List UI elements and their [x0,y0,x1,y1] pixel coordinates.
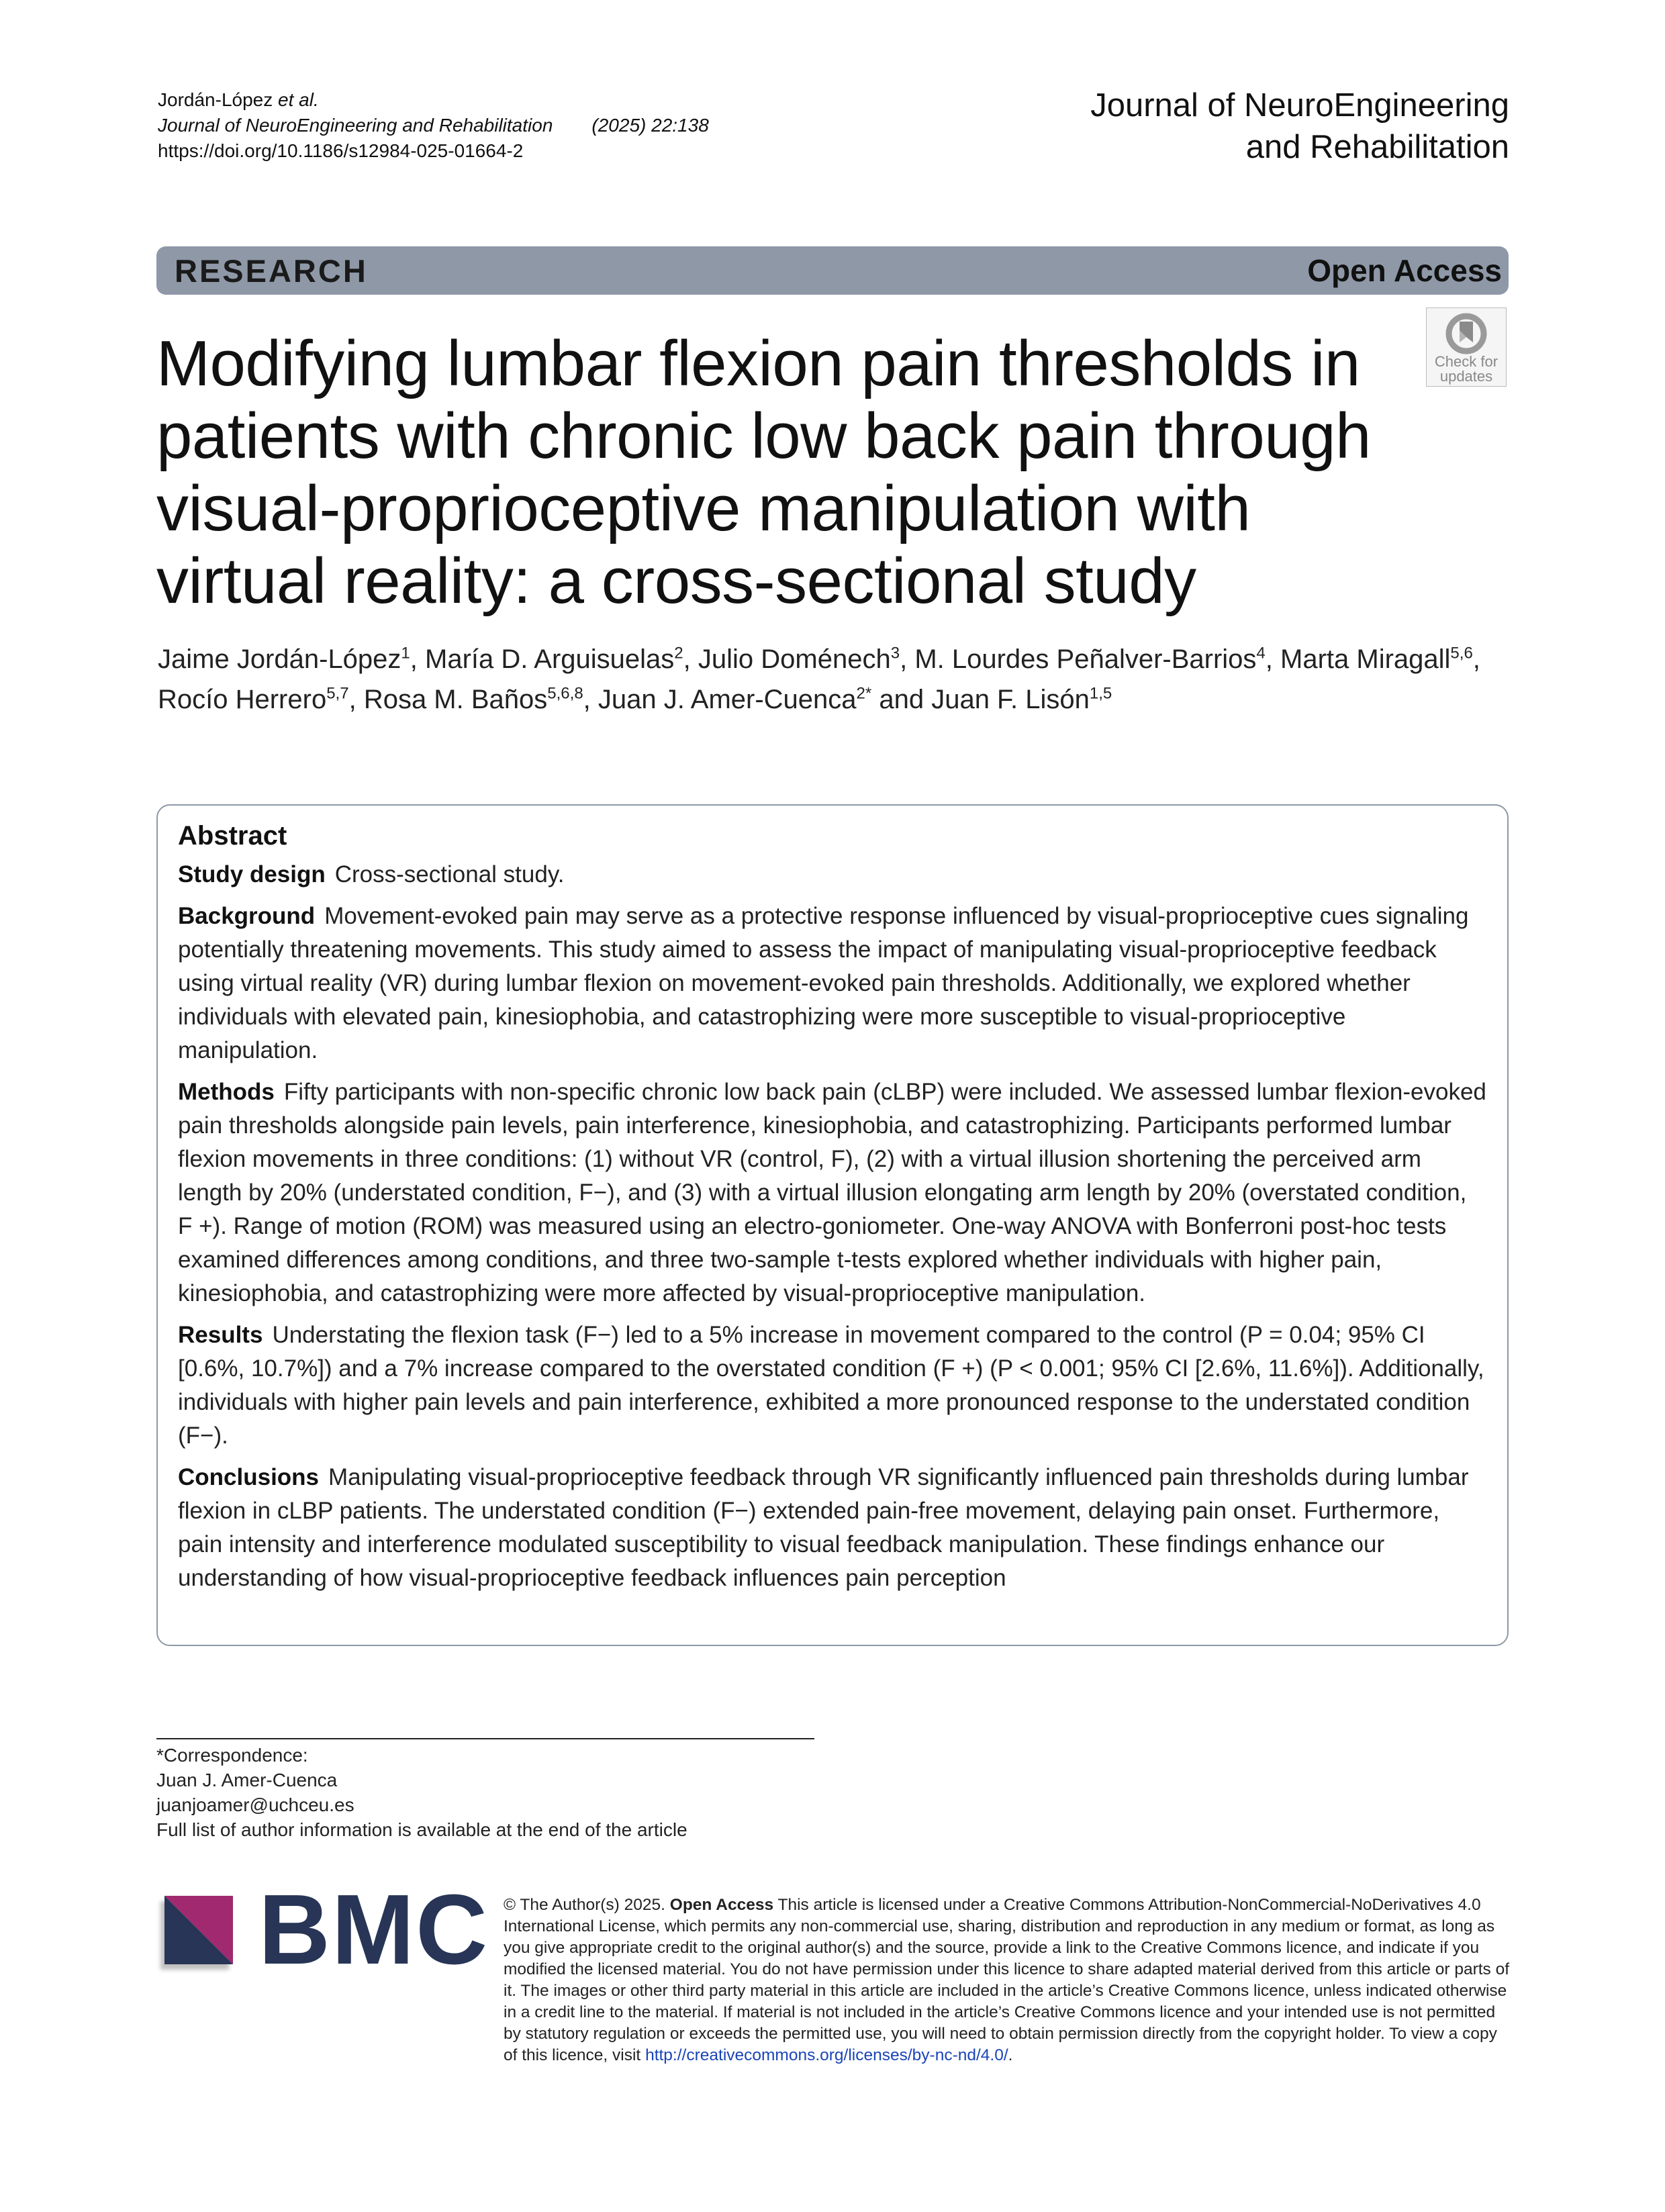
correspondence-name: Juan J. Amer-Cuenca [156,1770,338,1790]
section-text: Fifty participants with non-specific chronic low back pain (cLBP) were included. We assessed lumbar flexion-evoked pain thresholds alongside pain levels, pain interference, kinesiophobia, and catastrophizing. Participants performed lumbar flexion movements in three conditions: (1) without VR (control, F), (2) with a virtual illusion shortening the perceived arm length by 20% (understated condition, F−), and (3) with a virtual illusion elongating arm length by 20% (overstated condition, F +). Range of motion (ROM) was measured using an electro-goniometer. One-way ANOVA with Bonferroni post-hoc tests examined differences among conditions, and three two-sample t-tests explored whether individuals with higher pain, kinesiophobia, and catastrophizing were more affected by visual-proprioceptive manipulation. [178,1079,1486,1306]
abstract-results [178,1318,1487,1453]
abstract-background [178,900,1487,1067]
citation-row [158,113,709,138]
running-head-authors [158,87,709,113]
license-open-access: Open Access [669,1896,774,1914]
section-head: Conclusions [178,1464,320,1490]
journal-brand [1090,85,1509,168]
author[interactable]: Juan F. Lisón$^{1,5}$ [931,684,1112,714]
article-title: Modifying lumbar flexion pain thresholds in patients with chronic low back pain through visual-proprioceptive manipulation with virtual reality: a cross-sectional study [156,328,1371,617]
section-text: Manipulating visual-proprioceptive feedback through VR significantly influenced pain thresholds during lumbar flexion in cLBP patients. The understated condition (F−) extended pain-free movement, delaying pain onset. Furthermore, pain intensity and interference modulated susceptibility to visual feedback manipulation. These findings enhance our understanding of how visual-proprioceptive feedback influences pain perception [178,1464,1469,1591]
section-head: Study design [178,861,326,887]
et-al: et al. [278,89,319,110]
bookmark-ring-icon [1445,313,1487,354]
author-info-note: Full list of author information is available at the end of the article [156,1819,687,1840]
author[interactable]: Rosa M. Baños$^{5,6,8}$ [363,684,583,714]
article-type-banner [156,246,1509,295]
correspondence-block [156,1743,687,1842]
section-head: Background [178,903,316,929]
author[interactable]: Jaime Jordán-López$^1$ [158,644,410,674]
abstract-study-design [178,858,1487,892]
volume-info: (2025) 22:138 [591,115,709,136]
section-text: Understating the flexion task (F−) led to a 5% increase in movement compared to the control (P = 0.04; 95% CI [0.6%, 10.7%]) and a 7% increase compared to the overstated condition (F +) (P < 0.001; 95% CI [2.6%, 11.6%]). Additionally, individuals with higher pain levels and pain interference, exhibited a more pronounced response to the understated condition (F−). [178,1322,1484,1449]
journal-brand-line2: and Rehabilitation [1245,129,1509,165]
section-head: Methods [178,1079,275,1105]
author[interactable]: Rocío Herrero$^{5,7}$ [158,684,349,714]
short-author: Jordán-López [158,89,273,110]
section-text: Cross-sectional study. [334,861,565,887]
correspondence-label: *Correspondence: [156,1745,308,1766]
section-text: Movement-evoked pain may serve as a protective response influenced by visual-proprioceptive cues signaling potentially threatening movements. This study aimed to assess the impact of manipulating visual-proprioceptive feedback using virtual reality (VR) during lumbar flexion on movement-evoked pain thresholds. Additionally, we explored whether individuals with elevated pain, kinesiophobia, and catastrophizing were more susceptible to visual-proprioceptive manipulation. [178,903,1469,1063]
bmc-logo [164,1874,489,1985]
open-access-label: Open Access [1307,253,1502,288]
correspondence-email[interactable]: juanjoamer@uchceu.es [156,1794,354,1815]
author-list: Jaime Jordán-López$^1$, María D. Arguisuelas$^2$, Julio Doménech$^3$, M. Lourdes Peñalver-Barrios$^4$, Marta Miragall$^{5,6}$, Rocío Herrero$^{5,7}$, Rosa M. Baños$^{5,6,8}$, Juan J. Amer-Cuenca$^{2*}$ and Juan F. Lisón$^{1,5}$ [158,644,1480,714]
running-head [158,87,709,164]
abstract-heading: Abstract [178,821,287,851]
abstract-conclusions [178,1461,1487,1595]
copyright: © The Author(s) 2025. [504,1896,665,1914]
check-updates-line1: Check for [1434,353,1498,370]
author[interactable]: M. Lourdes Peñalver-Barrios$^4$ [914,644,1266,674]
journal-brand-line1: Journal of NeuroEngineering [1090,87,1509,124]
author[interactable]: Julio Doménech$^3$ [698,644,900,674]
footnote-divider [156,1738,814,1739]
article-type-label: RESEARCH [175,252,368,289]
bmc-square-icon [164,1896,233,1964]
abstract-methods [178,1075,1487,1310]
doi-link[interactable]: https://doi.org/10.1186/s12984-025-01664-2 [158,140,524,161]
section-head: Results [178,1322,263,1348]
journal-name-small: Journal of NeuroEngineering and Rehabilitation [158,115,553,136]
license-link[interactable]: http://creativecommons.org/licenses/by-nc-nd/4.0/ [645,2046,1008,2064]
abstract-box [156,804,1509,1646]
license-body: This article is licensed under a Creative Commons Attribution-NonCommercial-NoDerivatives 4.0 International License, which permits any non-commercial use, sharing, distribution and reproduction in any medium or format, as long as you give appropriate credit to the original author(s) and the source, provide a link to the Creative Commons licence, and indicate if you modified the licensed material. You do not have permission under this licence to share adapted material derived from this article or parts of it. The images or other third party material in this article are included in the article’s Creative Commons licence, unless indicated otherwise in a credit line to the material. If material is not included in the article’s Creative Commons licence and your intended use is not permitted by statutory regulation or exceeds the permitted use, you will need to obtain permission directly from the copyright holder. To view a copy of this licence, visit [504,1896,1510,2064]
author[interactable]: Juan J. Amer-Cuenca$^{2*}$ [598,684,872,714]
author[interactable]: María D. Arguisuelas$^2$ [425,644,683,674]
check-for-updates-button[interactable] [1426,307,1507,387]
license-text [504,1894,1511,2066]
bmc-wordmark: BMC [258,1874,489,1985]
license-period: . [1008,2046,1013,2064]
check-updates-line2: updates [1439,368,1493,385]
author[interactable]: Marta Miragall$^{5,6}$ [1280,644,1473,674]
